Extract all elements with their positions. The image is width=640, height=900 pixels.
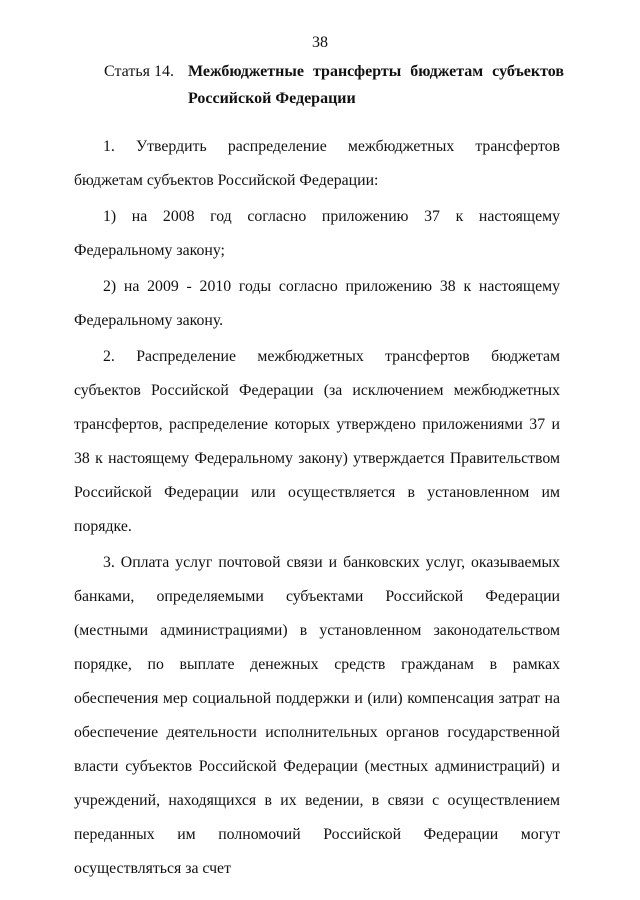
- paragraph-2: 2. Распределение межбюджетных трансфертов бюджетам субъектов Российской Федерации (за исключением межбюджетных трансфертов, распределение которых утверждено приложениями 37 и 38 к настоящему Федеральному закону) утверждается Правительством Российской Федерации или осуществляется в установленном им порядке.: [74, 348, 560, 535]
- paragraph-3: 3. Оплата услуг почтовой связи и банковских услуг, оказываемых банками, определяемыми субъектами Российской Федерации (местными администрациями) в установленном законодательством порядке, по выплате денежных средств гражданам в рамках обеспечения мер социальной поддержки и (или) компенсация затрат на обеспечение деятельности исполнительных органов государственной власти субъектов Российской Федерации (местных администраций) и учреждений, находящихся в их ведении, в связи с осуществлением переданных им полномочий Российской Федерации могут осуществляться за счет: [74, 554, 560, 877]
- article-body: [74, 130, 560, 886]
- paragraph-1-item-1: 1) на 2008 год согласно приложению 37 к настоящему Федеральному закону;: [74, 208, 560, 259]
- article-title: Межбюджетные трансферты бюджетам субъектов Российской Федерации: [188, 63, 564, 107]
- page-number: 38: [312, 34, 328, 51]
- paragraph-1-item-2: 2) на 2009 - 2010 годы согласно приложению 38 к настоящему Федеральному закону.: [74, 278, 560, 329]
- paragraph-1: 1. Утвердить распределение межбюджетных трансфертов бюджетам субъектов Российской Федерации:: [74, 138, 560, 189]
- article-label: Статья 14.: [104, 63, 174, 80]
